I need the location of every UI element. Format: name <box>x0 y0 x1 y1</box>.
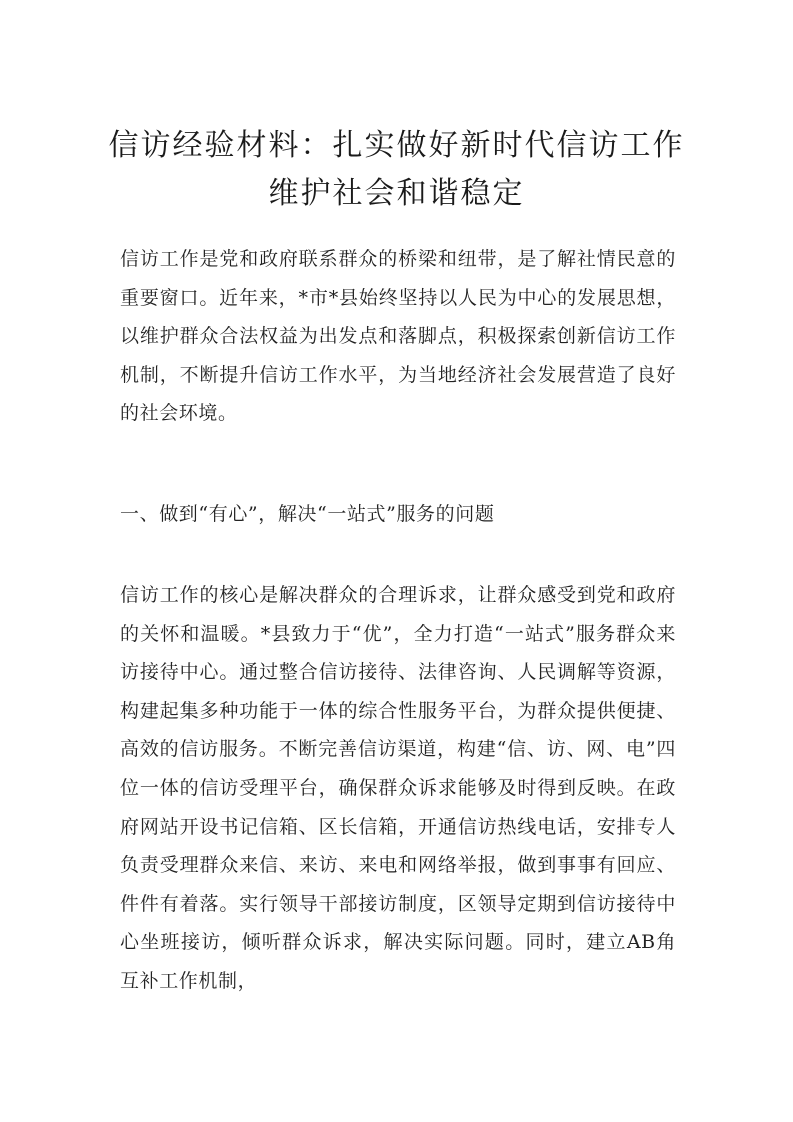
intro-paragraph: 信访工作是党和政府联系群众的桥梁和纽带，是了解社情民意的重要窗口。近年来，*市*县始终坚持以人民为中心的发展思想，以维护群众合法权益为出发点和落脚点，积极探索创新信访工作机制，不断提升信访工作水平，为当地经济社会发展营造了良好的社会环境。 <box>120 248 676 425</box>
document-title-line-1: 信访经验材料：扎实做好新时代信访工作 <box>108 128 685 163</box>
section-1-paragraph: 信访工作的核心是解决群众的合理诉求，让群众感受到党和政府的关怀和温暖。*县致力于“优”，全力打造“一站式”服务群众来访接待中心。通过整合信访接待、法律咨询、人民调解等资源，构建起集多种功能于一体的综合性服务平台，为群众提供便捷、高效的信访服务。不断完善信访渠道，构建“信、访、网、电”四位一体的信访受理平台，确保群众诉求能够及时得到反映。在政府网站开设书记信箱、区长信箱，开通信访热线电话，安排专人负责受理群众来信、来访、来电和网络举报，做到事事有回应、件件有着落。实行领导干部接访制度，区领导定期到信访接待中心坐班接访，倾听群众诉求，解决实际问题。同时，建立AB角互补工作机制， <box>120 584 676 992</box>
document-title-line-2: 维护社会和谐稳定 <box>268 176 525 211</box>
section-1-heading: 一、做到“有心”，解决“一站式”服务的问题 <box>120 503 495 525</box>
